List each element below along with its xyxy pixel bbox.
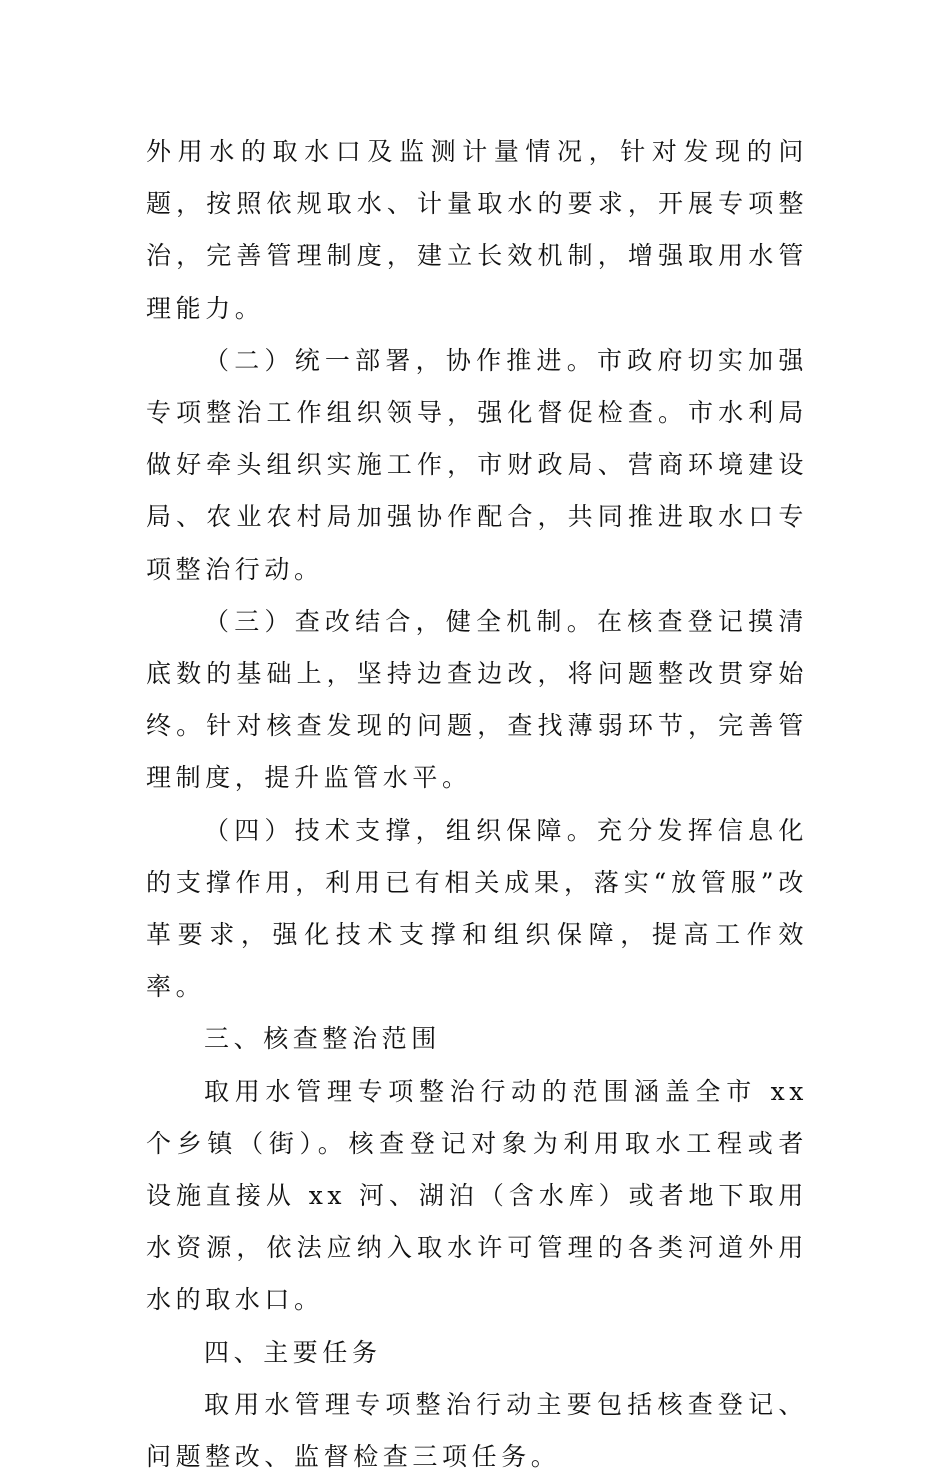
paragraph-scope: 取用水管理专项整治行动的范围涵盖全市 xx 个乡镇（街）。核查登记对象为利用取水工程或者设施直接从 xx 河、湖泊（含水库）或者地下取用水资源，依法应纳入取水许可管理的各类河道外用水的取水口。 <box>146 1076 808 1315</box>
paragraph-section-4: （四）技术支撑，组织保障。充分发挥信息化的支撑作用，利用已有相关成果，落实“放管服”改革要求，强化技术支撑和组织保障，提高工作效率。 <box>146 815 808 1002</box>
paragraph-section-2: （二）统一部署，协作推进。市政府切实加强专项整治工作组织领导，强化督促检查。市水利局做好牵头组织实施工作，市财政局、营商环境建设局、农业农村局加强协作配合，共同推进取水口专项整治行动。 <box>146 345 808 584</box>
document-body <box>146 126 808 1483</box>
section-heading-tasks: 四、主要任务 <box>204 1337 382 1367</box>
paragraph-tasks: 取用水管理专项整治行动主要包括核查登记、问题整改、监督检查三项任务。 <box>146 1389 808 1472</box>
paragraph-continuation: 外用水的取水口及监测计量情况，针对发现的问题，按照依规取水、计量取水的要求，开展专项整治，完善管理制度，建立长效机制，增强取用水管理能力。 <box>146 137 808 323</box>
section-heading-scope: 三、核查整治范围 <box>204 1024 441 1054</box>
paragraph-section-3: （三）查改结合，健全机制。在核查登记摸清底数的基础上，坚持边查边改，将问题整改贯穿始终。针对核查发现的问题，查找薄弱环节，完善管理制度，提升监管水平。 <box>146 606 808 793</box>
